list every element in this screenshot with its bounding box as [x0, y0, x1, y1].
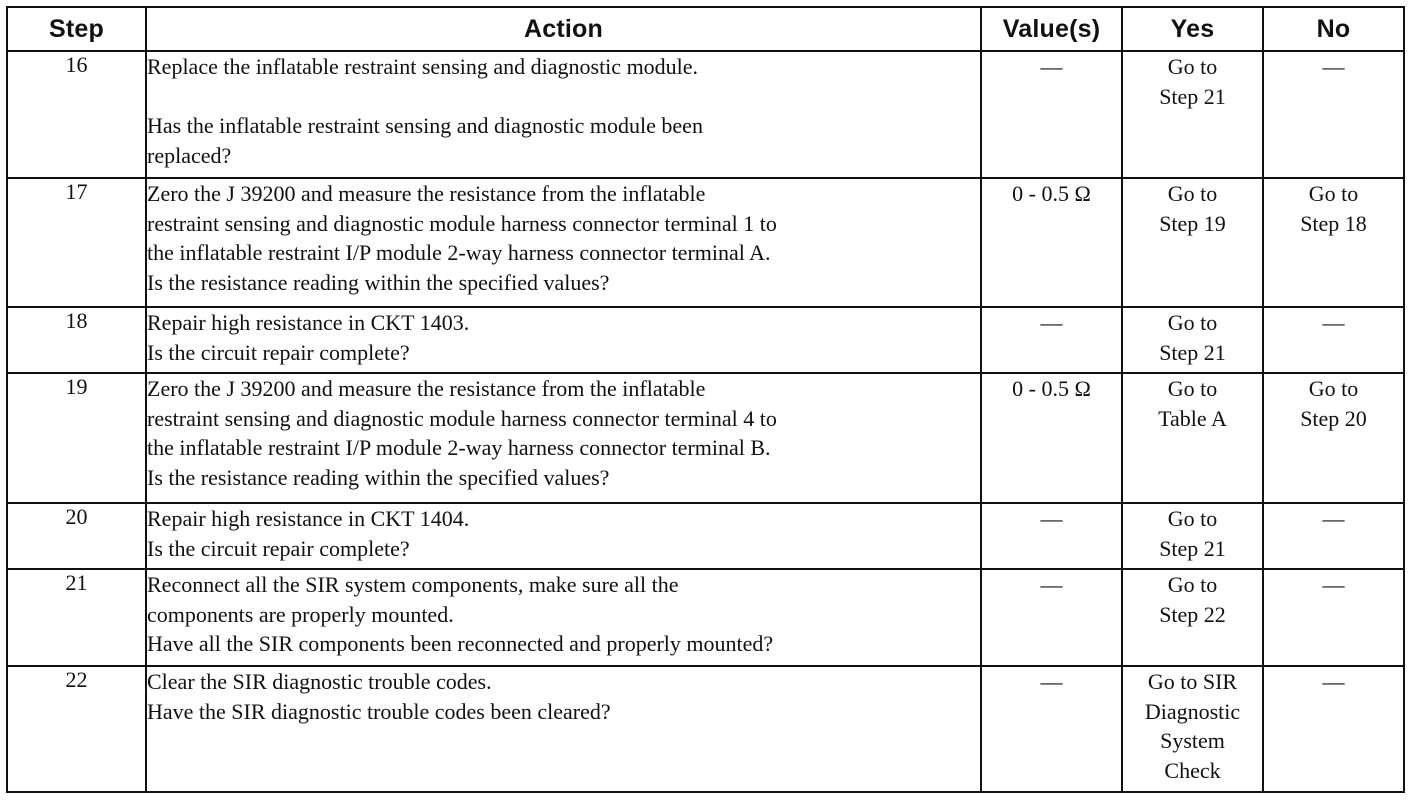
table-row — [7, 178, 1404, 307]
yes-line: Go to — [1167, 54, 1218, 79]
no-cell — [1263, 666, 1404, 792]
step-number: 19 — [7, 373, 146, 503]
action-line: Is the resistance reading within the specified values? — [147, 269, 610, 295]
step-number: 22 — [7, 666, 146, 792]
action-line: Has the inflatable restraint sensing and diagnostic module been — [147, 113, 703, 138]
no-line: — — [1322, 54, 1345, 79]
yes-cell — [1122, 373, 1263, 503]
yes-line: System — [1160, 728, 1225, 753]
action-line: Is the circuit repair complete? — [147, 339, 410, 365]
value-cell: — — [981, 51, 1122, 178]
no-cell — [1263, 51, 1404, 178]
action-line: Clear the SIR diagnostic trouble codes. — [147, 669, 492, 694]
yes-cell — [1122, 569, 1263, 666]
table-row — [7, 51, 1404, 178]
action-line: Is the circuit repair complete? — [147, 535, 410, 561]
action-line: Is the resistance reading within the specified values? — [147, 464, 610, 490]
no-cell — [1263, 307, 1404, 373]
value-cell: — — [981, 503, 1122, 569]
yes-line: Go to — [1167, 181, 1218, 206]
action-cell — [146, 666, 981, 792]
value-cell: — — [981, 569, 1122, 666]
table-row — [7, 569, 1404, 666]
yes-line: Diagnostic — [1144, 698, 1241, 724]
no-cell — [1263, 373, 1404, 503]
yes-line: Step 21 — [1159, 83, 1226, 109]
action-cell — [146, 373, 981, 503]
yes-line: Step 19 — [1159, 210, 1226, 236]
action-line: components are properly mounted. — [147, 601, 454, 627]
value-cell: 0 - 0.5 Ω — [981, 373, 1122, 503]
action-line: Have all the SIR components been reconnected and properly mounted? — [147, 631, 774, 656]
table-row — [7, 666, 1404, 792]
no-cell — [1263, 503, 1404, 569]
yes-line: Go to — [1167, 310, 1218, 335]
action-line: Repair high resistance in CKT 1404. — [147, 506, 470, 531]
value-cell: — — [981, 666, 1122, 792]
action-cell — [146, 503, 981, 569]
no-cell — [1263, 178, 1404, 307]
step-number: 18 — [7, 307, 146, 373]
action-cell — [146, 178, 981, 307]
yes-line: Go to SIR — [1147, 669, 1238, 694]
yes-line: Table A — [1158, 405, 1227, 431]
action-line: Zero the J 39200 and measure the resistance from the inflatable — [147, 181, 706, 206]
action-line: replaced? — [147, 142, 232, 168]
yes-line: Step 22 — [1159, 601, 1226, 627]
yes-cell — [1122, 51, 1263, 178]
action-line: the inflatable restraint I/P module 2-way harness connector terminal B. — [147, 435, 771, 460]
no-line: — — [1322, 310, 1345, 335]
table-row — [7, 307, 1404, 373]
action-cell — [146, 51, 981, 178]
yes-cell — [1122, 178, 1263, 307]
action-line: Repair high resistance in CKT 1403. — [147, 310, 470, 335]
action-line: Replace the inflatable restraint sensing and diagnostic module. — [147, 54, 699, 79]
table-row — [7, 373, 1404, 503]
no-line: — — [1322, 669, 1345, 694]
action-cell — [146, 569, 981, 666]
no-line: — — [1322, 506, 1345, 531]
no-line: Step 20 — [1300, 405, 1367, 431]
step-number: 21 — [7, 569, 146, 666]
action-spacer — [147, 82, 980, 112]
step-number: 16 — [7, 51, 146, 178]
yes-line: Go to — [1167, 506, 1218, 531]
action-line: Have the SIR diagnostic trouble codes been cleared? — [147, 698, 611, 724]
action-line: restraint sensing and diagnostic module harness connector terminal 1 to — [147, 210, 777, 236]
value-cell: 0 - 0.5 Ω — [981, 178, 1122, 307]
yes-line: Step 21 — [1159, 339, 1226, 365]
header-action: Action — [146, 7, 981, 51]
no-line: Step 18 — [1300, 210, 1367, 236]
yes-cell — [1122, 503, 1263, 569]
yes-line: Go to — [1167, 376, 1218, 401]
yes-cell — [1122, 666, 1263, 792]
no-cell — [1263, 569, 1404, 666]
header-row — [7, 7, 1404, 51]
diagnostic-table — [6, 6, 1405, 793]
value-cell: — — [981, 307, 1122, 373]
step-number: 17 — [7, 178, 146, 307]
yes-line: Check — [1164, 757, 1221, 783]
header-step: Step — [7, 7, 146, 51]
header-no: No — [1263, 7, 1404, 51]
yes-line: Go to — [1167, 572, 1218, 597]
action-line: the inflatable restraint I/P module 2-way harness connector terminal A. — [147, 240, 771, 265]
no-line: Go to — [1308, 181, 1359, 206]
action-line: restraint sensing and diagnostic module harness connector terminal 4 to — [147, 405, 777, 431]
header-yes: Yes — [1122, 7, 1263, 51]
no-line: — — [1322, 572, 1345, 597]
action-line: Reconnect all the SIR system components, make sure all the — [147, 572, 679, 597]
step-number: 20 — [7, 503, 146, 569]
yes-cell — [1122, 307, 1263, 373]
no-line: Go to — [1308, 376, 1359, 401]
action-cell — [146, 307, 981, 373]
header-values: Value(s) — [981, 7, 1122, 51]
table-row — [7, 503, 1404, 569]
yes-line: Step 21 — [1159, 535, 1226, 561]
action-line: Zero the J 39200 and measure the resistance from the inflatable — [147, 376, 706, 401]
